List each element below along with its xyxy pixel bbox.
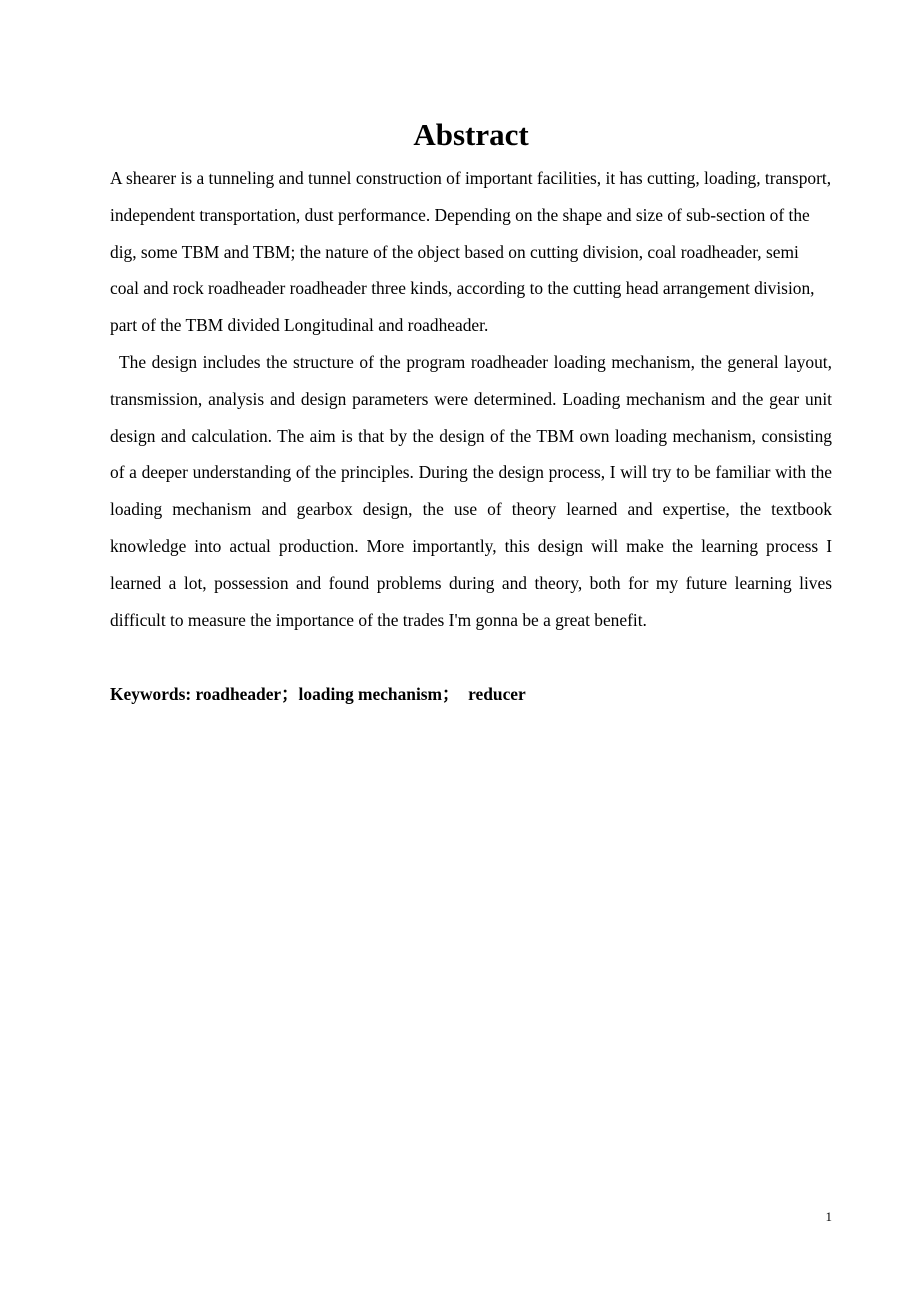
abstract-title: Abstract [413,117,529,152]
abstract-paragraph-2 [110,344,832,638]
abstract-paragraph-2-text: The design includes the structure of the program roadheader loading mechanism, the general layout, transmission, analysis and design parameters were determined. Loading mechanism and the gear unit design and calculation. The aim is that by the design of the TBM own loading mechanism, consisting of a deeper understanding of the principles. During the design process, I will try to be familiar with the loading mechanism and gearbox design, the use of theory learned and expertise, the textbook knowledge into actual production. More importantly, this design will make the learning process I learned a lot, possession and found problems during and theory, both for my future learning lives difficult to measure the importance of the trades I'm gonna be a great benefit. [110,352,832,630]
page-number: 1 [825,1209,832,1224]
abstract-paragraph-1: A shearer is a tunneling and tunnel construction of important facilities, it has cutting, loading, transport, independent transportation, dust performance. Depending on the shape and size of sub-section of the dig, some TBM and TBM; the nature of the object based on cutting division, coal roadheader, semi coal and rock roadheader roadheader three kinds, according to the cutting head arrangement division, part of the TBM divided Longitudinal and roadheader. [110,168,832,336]
keywords-line: Keywords: roadheader；loading mechanism； reducer [110,684,526,704]
